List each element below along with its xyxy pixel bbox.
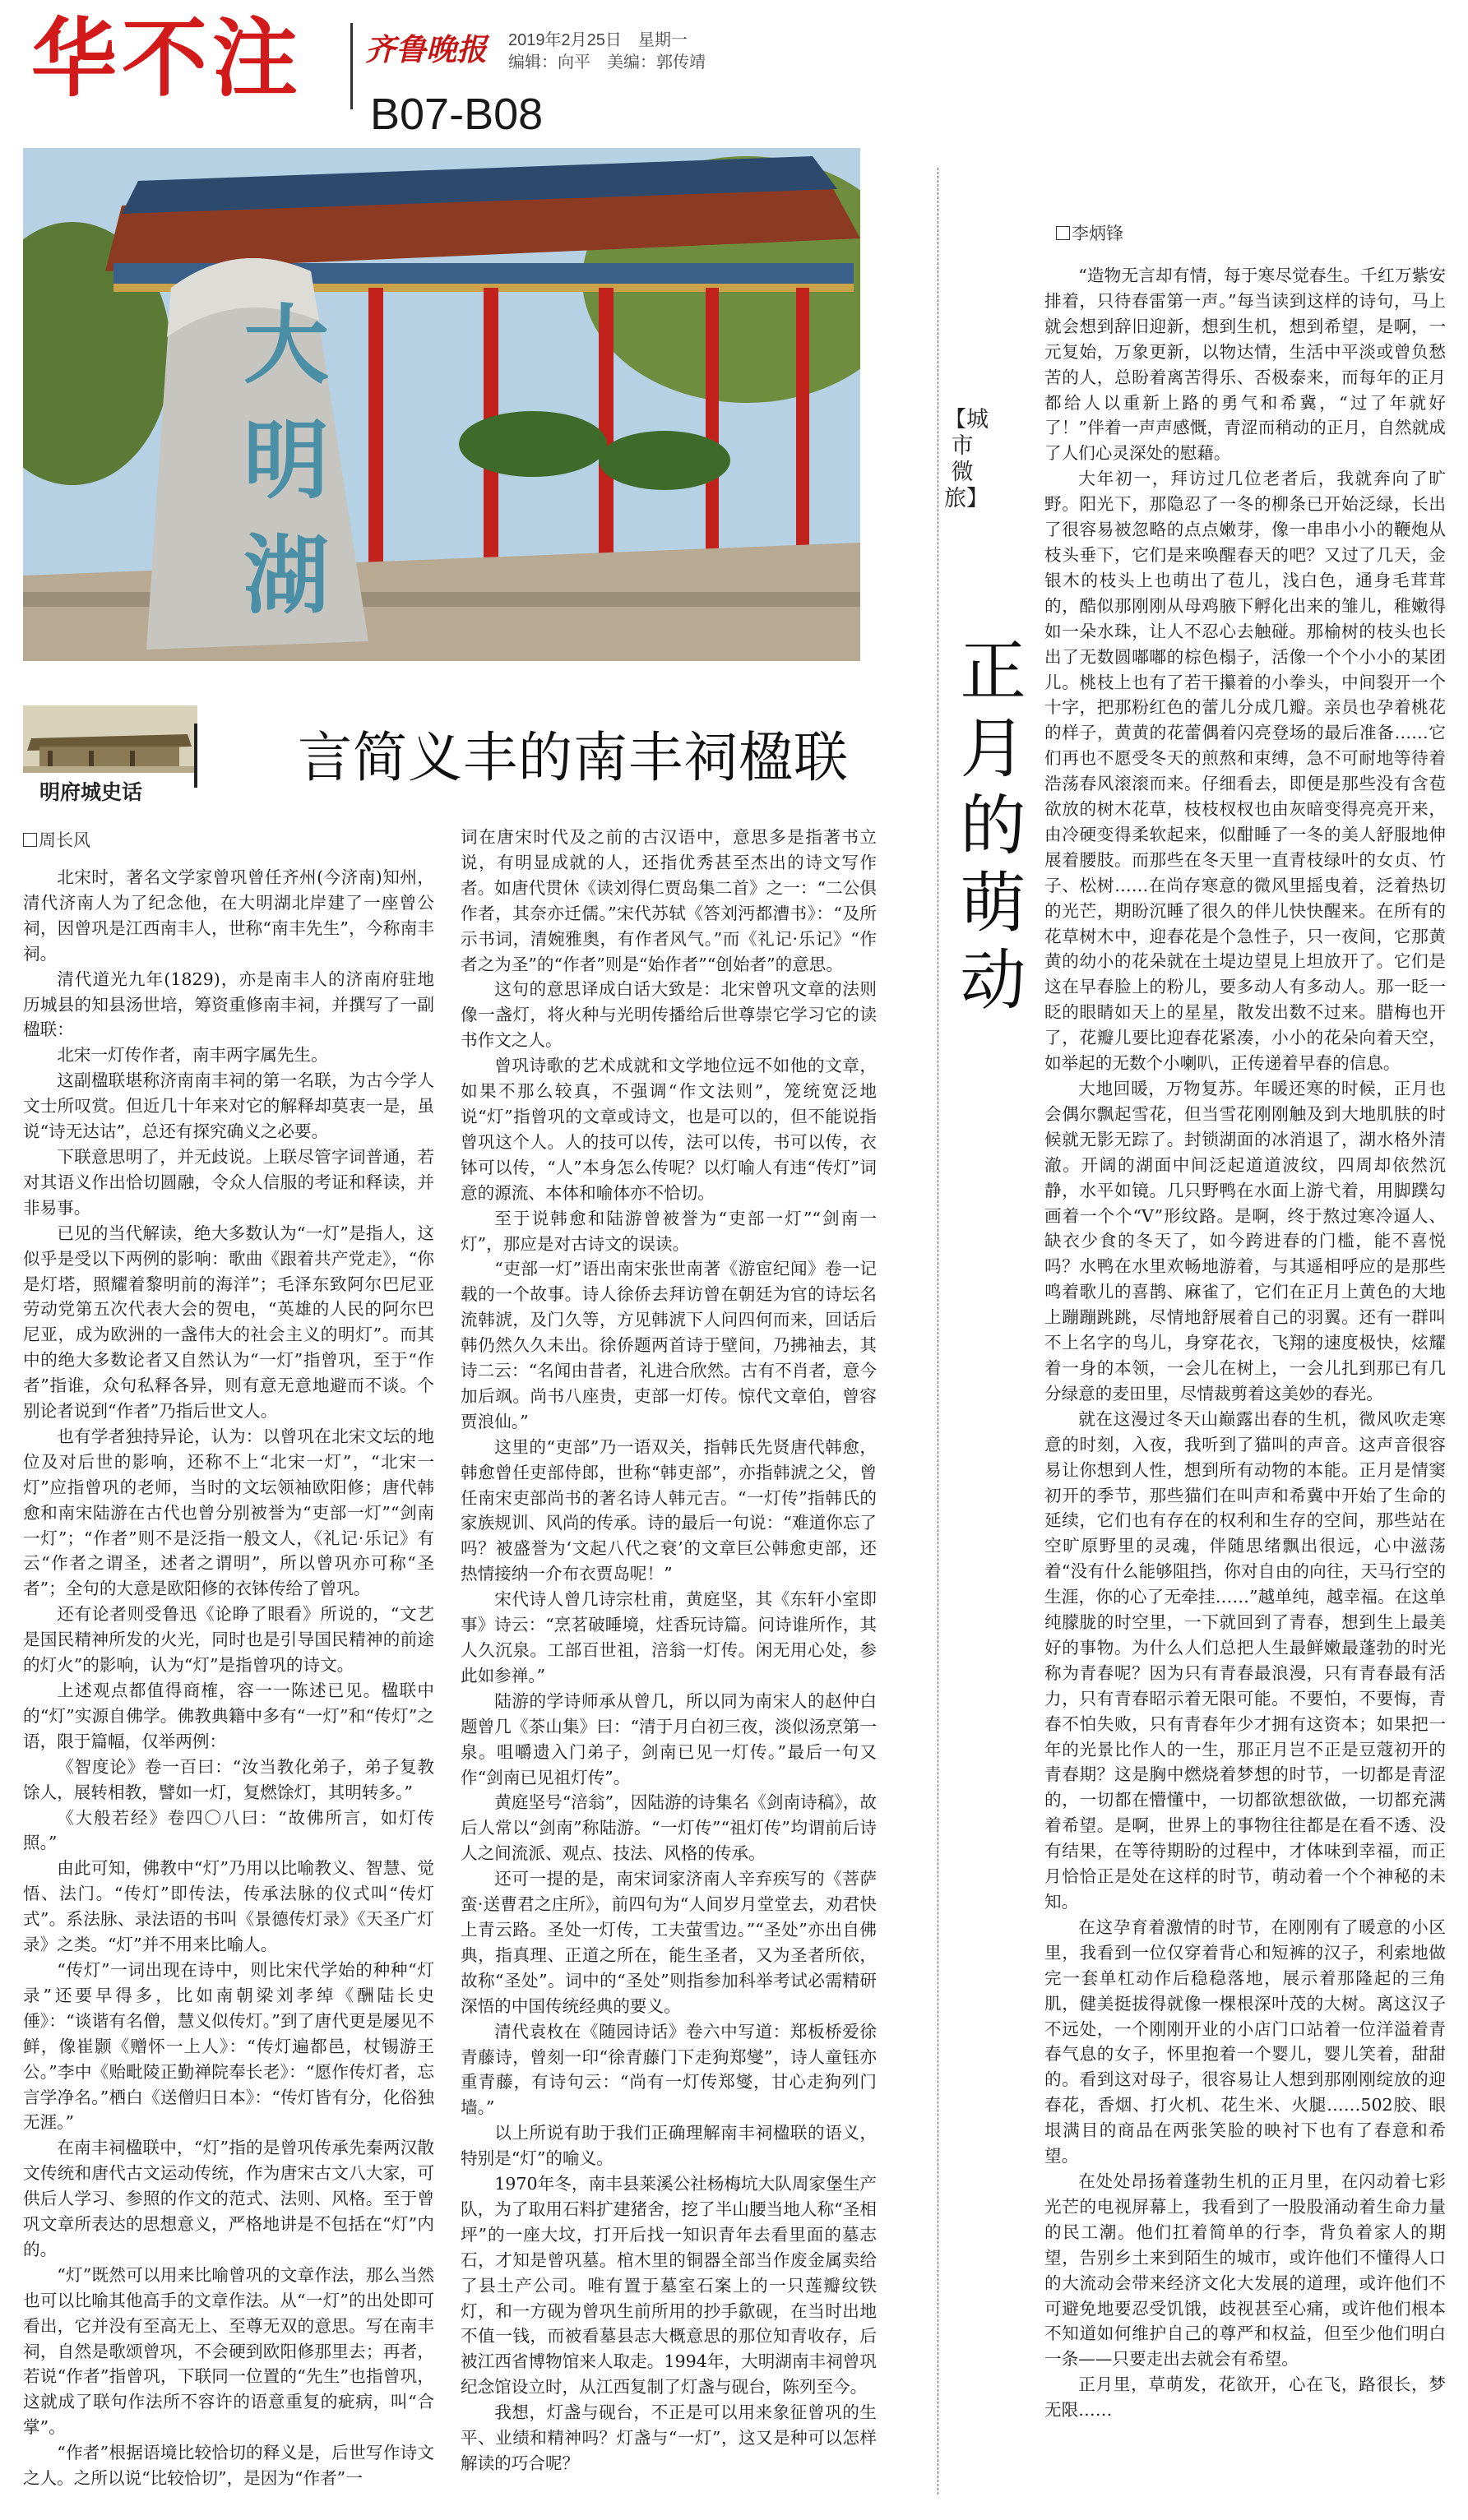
editor-line: 编辑：向平 美编：郭传靖: [508, 53, 706, 72]
byline-author: 周长风: [39, 830, 90, 850]
paragraph: 1970年冬，南丰县莱溪公社杨梅坑大队周家堡生产队，为了取用石料扩建猪舍，挖了半山腰当地人称“圣相坪”的一座大坟，打开后找一知识青年去看里面的墓志石，才知是曾巩墓。棺木里的铜器全部当作废金属卖给了县土产公司。唯有置于墓室石案上的一只莲瓣纹铁灯，和一方砚为曾巩生前所用的抄手歙砚，在当时出地不值一钱，而被看墓县志大概意思的那位知青收存，后被江西省博物馆来人取走。1994年，大明湖南丰祠曾巩纪念馆设立时，从江西复制了灯盏与砚台，陈列至今。: [461, 2174, 877, 2397]
paragraph: 以上所说有助于我们正确理解南丰祠楹联的语义，特别是“灯”的喻义。: [461, 2123, 877, 2169]
paragraph: 清代道光九年(1829)，亦是南丰人的济南府驻地历城县的知县汤世培，筹资重修南丰祠，并撰写了一副楹联：: [23, 969, 434, 1040]
paragraph: 这句的意思译成白话大致是：北宋曾巩文章的法则像一盏灯，将火种与光明传播给后世尊崇它学习它的读书作文之人。: [461, 979, 877, 1051]
paper-logo: 齐鲁晚报: [365, 31, 487, 67]
paragraph: 词在唐宋时代及之前的古汉语中，意思多是指著书立说，有明显成就的人，还指优秀甚至杰出的诗文写作者。如唐代贯休《读刘得仁贾岛集二首》之一：“二公俱作者，其奈亦迁儒。”宋代苏轼《答刘沔都漕书》：“及所示书词，清婉雅奥，有作者风气。”而《礼记·乐记》“作者之为圣”的“作者”则是“始作者”“创始者”的意思。: [461, 827, 877, 974]
left-article-column-2: [461, 825, 877, 2502]
right-column-tag: 【城市微旅】: [944, 407, 989, 511]
issue-date: 2019年2月25日 星期一: [508, 31, 688, 49]
paragraph: 宋代诗人曾几诗宗杜甫，黄庭坚，其《东轩小室即事》诗云：“烹茗破睡境，炷香玩诗篇。问诗谁所作，其人久沉泉。工部百世祖，涪翁一灯传。闲无用心处，参此如参禅。”: [461, 1589, 877, 1685]
paragraph: 由此可知，佛教中“灯”乃用以比喻教义、智慧、觉悟、法门。“传灯”即传法，传承法脉的仪式叫“传灯式”。系法脉、录法语的书叫《景德传灯录》《天圣广灯录》之类。“灯”并不用来比喻人。: [23, 1858, 434, 1955]
stele-char: 明: [243, 409, 329, 511]
right-article-title: 正月的萌动: [960, 633, 1026, 1019]
left-article-column-1: [23, 865, 434, 2501]
paragraph: 上述观点都值得商榷，容一一陈述已见。楹联中的“灯”实源自佛学。佛教典籍中多有“一灯”和“传灯”之语，限于篇幅，仅举两例：: [23, 1681, 434, 1751]
headline-rule: [194, 724, 197, 788]
paragraph: 正月里，草萌发，花欲开，心在飞，路很长，梦无限……: [1044, 2374, 1446, 2421]
paragraph: 大年初一，拜访过几位老者后，我就奔向了旷野。阳光下，那隐忍了一冬的柳条已开始泛绿，长出了很容易被忽略的点点嫩芽，像一串串小小的鞭炮从枝头垂下，它们是来唤醒春天的吧？又过了几天，金银木的枝头上也萌出了苞儿，浅白色，通身毛茸茸的，酷似那刚刚从母鸡腋下孵化出来的雏儿，稚嫩得如一朵水珠，让人不忍心去触碰。那榆树的枝头也长出了无数圆嘟嘟的棕色榻子，活像一个个小小的某团儿。桃枝上也有了若干攥着的小拳头，中间裂开一个十字，把那粉红色的蕾儿分成几瓣。亲员也孕着桃花的样子，黄黄的花蕾偶着闪亮登场的最后准备……它们再也不愿受冬天的煎熬和束缚，急不可耐地等待着浩荡春风滚滚而来。仔细看去，即便是那些没有含苞欲放的树木花草，枝枝杈杈也由灰暗变得亮亮开来，由冷硬变得柔软起来，似酣睡了一冬的美人舒服地伸展着腰肢。而那些在冬天里一直青枝绿叶的女贞、竹子、松树……在尚存寒意的微风里摇曳着，泛着热切的光芒，期盼沉睡了很久的伴儿快快醒来。在所有的花草树木中，迎春花是个急性子，只一夜间，它那黄黄的幼小的花朵就在土堤边望見上坦放开了。它们是这在早春脸上的粉儿，要多动人有多动人。那一眨一眨的眼睛如天上的星星，散发出数不过来。腊梅也开了，花瓣儿要比迎春花紧凑，小小的花朵向着天空，如举起的无数个小喇叭，正传递着早春的信息。: [1044, 469, 1446, 1074]
paragraph: 黄庭坚号“涪翁”，因陆游的诗集名《剑南诗稿》，故后人常以“剑南”称陆游。“一灯传”“祖灯传”均谓前后诗人之间流派、观点、技法、风格的传承。: [461, 1792, 877, 1864]
quote: 《大般若经》卷四〇八曰：“故佛所言，如灯传照。”: [23, 1807, 434, 1853]
section-title: 华不注: [31, 8, 303, 109]
paragraph: 在处处昂扬着蓬勃生机的正月里，在闪动着七彩光芒的电视屏幕上，我看到了一股股涌动着生命力量的民工潮。他们扛着简单的行李，背负着家人的期望，告别乡土来到陌生的城市，或许他们不懂得人口的大流动会带来经济文化大发展的道理，或许他们不可避免地要忍受饥饿，歧视甚至心痛，或许他们根本不知道如何维护自己的尊严和权益，但至少他们明白一条——只要走出去就会有希望。: [1044, 2171, 1446, 2370]
byline-square-icon: [23, 833, 37, 847]
right-article-body: [1044, 263, 1446, 2491]
paragraph: 至于说韩愈和陆游曾被誉为“吏部一灯”“剑南一灯”，那应是对古诗文的误读。: [461, 1208, 877, 1254]
paragraph: 就在这漫过冬天山巅露出春的生机，微风吹走寒意的时刻，入夜，我听到了猫叫的声音。这声音很容易让你想到人性，想到所有动物的本能。正月是情窦初开的季节，那些猫们在叫声和希冀中开始了生命的延续，它们也有存在的权利和生存的空间，那些站在空旷原野里的灵魂，伴随思绪飘出很远，心中滋荡着“没有什么能够阻挡，你对自由的向往，天马行空的生涯，你的心了无牵挂……”越单纯，越幸福。在这单纯朦胧的时空里，一下就回到了青春，想到生上最美好的事物。为什么人们总把人生最鲜嫩最蓬勃的时光称为青春呢？因为只有青春最浪漫，只有青春最有活力，只有青春昭示着无限可能。不要怕，不要悔，青春不怕失败，只有青春年少才拥有这资本；如果把一年的光景比作人的一生，那正月岂不正是豆蔻初开的青春期？这是胸中燃烧着梦想的时节，一切都是青涩的，一切都在懵懂中，一切都欲想欲做，一切都充满着希望。是啊，世界上的事物往往都是在看不透、没有结果，在等待期盼的过程中，才体味到幸福，而正月恰恰正是处在这样的时节，萌动着一个个神秘的未知。: [1044, 1408, 1446, 1912]
paragraph: 也有学者独持异论，认为：以曾巩在北宋文坛的地位及对后世的影响，还称不上“北宋一灯”，“北宋一灯”应指曾巩的老师，当时的文坛领袖欧阳修；唐代韩愈和南宋陆游在古代也曾分别被誉为“吏部一灯”“剑南一灯”；“作者”则不是泛指一般文人，《礼记·乐记》有云“作者之谓圣，述者之谓明”，所以曾巩亦可称“圣者”；全句的大意是欧阳修的衣钵传给了曾巩。: [23, 1426, 434, 1599]
paragraph: 曾巩诗歌的艺术成就和文学地位远不如他的文章，如果不那么较真，不强调“作文法则”，笼统宽泛地说“灯”指曾巩的文章或诗文，也是可以的，但不能说指曾巩这个人。人的技可以传，法可以传，书可以传，衣钵可以传，“人”本身怎么传呢？以灯喻人有违“传灯”词意的源流、本体和喻体亦不恰切。: [461, 1056, 877, 1203]
old-city-badge-photo: [23, 705, 197, 773]
byline-author: 李炳锋: [1072, 224, 1123, 243]
paragraph: “造物无言却有情，每于寒尽觉春生。千红万紫安排着，只待春雷第一声。”每当读到这样的诗句，马上就会想到辞旧迎新，想到生机，想到希望，是啊，一元复始，万象更新，以物达情，生活中平淡或曾负愁苦的人，总盼着离苦得乐、否极泰来，而每年的正月都给人以重新上路的勇气和希冀，“过了年就好了！”伴着一声声感慨，青涩而稍动的正月，自然就成了人们心灵深处的慰藉。: [1044, 266, 1446, 464]
paragraph: “传灯”一词出现在诗中，则比宋代学始的种种“灯录”还要早得多，比如南朝梁刘孝绰《酬陆长史倕》：“谈谐有名僧，慧义似传灯。”到了唐代更是屡见不鲜，像崔颢《赠怀一上人》：“传灯遍都邑，杖锡游王公。”李中《贻毗陵正勤禅院奉长老》：“愿作传灯者，忘言学净名。”栖白《送僧归日本》：“传灯皆有分，化俗独无涯。”: [23, 1959, 434, 2133]
paragraph: “灯”既然可以用来比喻曾巩的文章作法，那么当然也可以比喻其他高手的文章作法。从“一灯”的出处即可看出，它并没有至高无上、至尊无双的意思。写在南丰祠，自然是歌颂曾巩，不会硬到欧阳修那里去；再者，若说“作者”指曾巩，下联同一位置的“先生”也指曾巩，这就成了联句作法所不容许的语意重复的疵病，叫“合掌”。: [23, 2264, 434, 2438]
paragraph: 我想，灯盏与砚台，不正是可以用来象征曾巩的生平、业绩和精神吗？灯盏与“一灯”，这又是种可以怎样解读的巧合呢？: [461, 2402, 877, 2473]
paragraph: 在这孕育着激情的时节，在刚刚有了暖意的小区里，我看到一位仅穿着背心和短裤的汉子，利索地做完一套单杠动作后稳稳落地，展示着那隆起的三角肌，健美挺拔得就像一棵根深叶茂的大树。离这汉子不远处，一个刚刚开业的小店门口站着一位洋溢着青春气息的女子，怀里抱着一个婴儿，婴儿笑着，甜甜的。看到这对母子，很容易让人想到那刚刚绽放的迎春花，香烟、打火机、花生米、火腿……502胶、眼垠满目的商品在两张笑脸的映衬下也有了春意和希望。: [1044, 1917, 1446, 2166]
paragraph: 大地回暖，万物复苏。年暖还寒的时候，正月也会偶尔飘起雪花，但当雪花刚刚触及到大地肌肤的时候就无影无踪了。封锁湖面的冰消退了，湖水格外清澈。开阔的湖面中间泛起道道波纹，四周却依然沉静，水平如镜。几只野鸭在水面上游弋着，用脚蹼勾画着一个个“V”形纹路。是啊，终于熬过寒冷逼人、缺衣少食的冬天了，如今跨进春的门槛，能不喜悦吗？水鸭在水里欢畅地游着，与其遥相呼应的是那些鸣着歌儿的喜鹊、麻雀了，它们在正月上黄色的大地上蹦蹦跳跳，尽情地舒展着自己的羽翼。还有一群叫不上名字的鸟儿，身穿花衣，飞翔的速度极快，炫耀着一身的本领，一会儿在树上，一会儿扎到那已有几分绿意的麦田里，尽情裁剪着这美妙的春光。: [1044, 1079, 1446, 1403]
paragraph: 北宋时，著名文学家曾巩曾任齐州(今济南)知州，清代济南人为了纪念他，在大明湖北岸建了一座曾公祠，因曾巩是江西南丰人，世称“南丰先生”，今称南丰祠。: [23, 867, 434, 964]
paragraph: “作者”根据语境比较恰切的释义是，后世写作诗文之人。之所以说“比较恰切”，是因为“作者”一: [23, 2443, 434, 2489]
paragraph: 这副楹联堪称济南南丰祠的第一名联，为古今学人文士所叹赏。但近几十年来对它的解释却莫衷一是，虽说“诗无达诂”，总还有探究确义之必要。: [23, 1070, 434, 1142]
left-article-byline: [23, 827, 90, 852]
page-numbers: B07-B08: [370, 90, 544, 139]
right-article-byline: [1056, 220, 1123, 245]
column-badge-label: 明府城史话: [39, 780, 143, 804]
paragraph: 陆游的学诗师承从曾几，所以同为南宋人的赵仲白题曾几《茶山集》曰：“清于月白初三夜，淡似汤烹第一泉。咀嚼遗入门弟子，剑南已见一灯传。”最后一句又作“剑南已见祖灯传”。: [461, 1690, 877, 1787]
paragraph: 还可一提的是，南宋词家济南人辛弃疾写的《菩萨蛮·送曹君之庄所》，前四句为“人间岁月堂堂去，劝君快上青云路。圣处一灯传，工夫萤雪边。”“圣处”亦出自佛典，指真理、正道之所在，能生圣者，又为圣者所依，故称“圣处”。词中的“圣处”则指参加科举考试必需精研深悟的中国传统经典的要义。: [461, 1869, 877, 2016]
byline-square-icon: [1056, 226, 1070, 240]
paragraph: 清代袁枚在《随园诗话》卷六中写道：郑板桥爱徐青藤诗，曾刻一印“徐青藤门下走狗郑燮”，诗人童钰亦重青藤，有诗句云：“尚有一灯传郑燮，甘心走狗列门墙。”: [461, 2021, 877, 2118]
paragraph: 下联意思明了，并无歧说。上联尽管字词普通，若对其语义作出恰切圆融，令众人信服的考证和释读，并非易事。: [23, 1146, 434, 1218]
stele-inscription: [237, 288, 336, 633]
paragraph: 在南丰祠楹联中，“灯”指的是曾巩传承先秦两汉散文传统和唐代古文运动传统，作为唐宋古文八大家，可供后人学习、参照的作文的范式、法则、风格。至于曾巩文章所表达的思想意义，严格地讲是不包括在“灯”内的。: [23, 2138, 434, 2259]
masthead: [0, 0, 1468, 144]
left-article-title: 言简义丰的南丰祠楹联: [298, 726, 849, 789]
column-badge: [23, 705, 197, 804]
paragraph: “吏部一灯”语出南宋张世南著《游宦纪闻》卷一记载的一个故事。诗人徐侨去拜访曾在朝廷为官的诗坛名流韩淲，及门久等，方见韩淲下人问四何而来，回话后韩仍然久久未出。徐侨题两首诗于壁间，乃拂袖去，其诗二云：“名闻由昔者，礼进合欣然。古有不肖者，意今加后飒。尚书八座贵，吏部一灯传。惊代文章伯，曾容贾浪仙。”: [461, 1259, 877, 1431]
paragraph: 这里的“吏部”乃一语双关，指韩氏先贤唐代韩愈，韩愈曾任吏部侍郎，世称“韩吏部”，亦指韩淲之父，曾任南宋吏部尚书的著名诗人韩元吉。“一灯传”指韩氏的家族规训、风尚的传承。诗的最后一句说：“难道你忘了吗？被盛誉为‘文起八代之衰’的文章巨公韩愈吏部，还热情接纳一介布衣贾岛呢！”: [461, 1436, 877, 1584]
photo-illustration: [23, 148, 860, 661]
daming-lake-photo: [23, 148, 860, 661]
stele-char: 大: [243, 294, 329, 395]
quote: 《智度论》卷一百曰：“汝当教化弟子，弟子复教馀人，展转相教，譬如一灯，复燃馀灯，其明转多。”: [23, 1756, 434, 1802]
couplet-quote: 北宋一灯传作者，南丰两字属先生。: [57, 1045, 328, 1066]
stele-char: 湖: [243, 525, 329, 626]
paragraph: 还有论者则受鲁迅《论睁了眼看》所说的，“文艺是国民精神所发的火光，同时也是引导国民精神的前途的灯火”的影响，认为“灯”是指曾巩的诗文。: [23, 1604, 434, 1676]
paragraph: 已见的当代解读，绝大多数认为“一灯”是指人，这似乎是受以下两例的影响：歌曲《跟着共产党走》，“你是灯塔，照耀着黎明前的海洋”；毛泽东致阿尔巴尼亚劳动党第五次代表大会的贺电，“英雄的人民的阿尔巴尼亚，成为欧洲的一盏伟大的社会主义的明灯”。而其中的绝大多数论者又自然认为“一灯”指曾巩，至于“作者”指谁，众句私释各异，则有意无意地避而不谈。个别论者说到“作者”乃指后世文人。: [23, 1223, 434, 1422]
masthead-divider: [350, 23, 353, 109]
